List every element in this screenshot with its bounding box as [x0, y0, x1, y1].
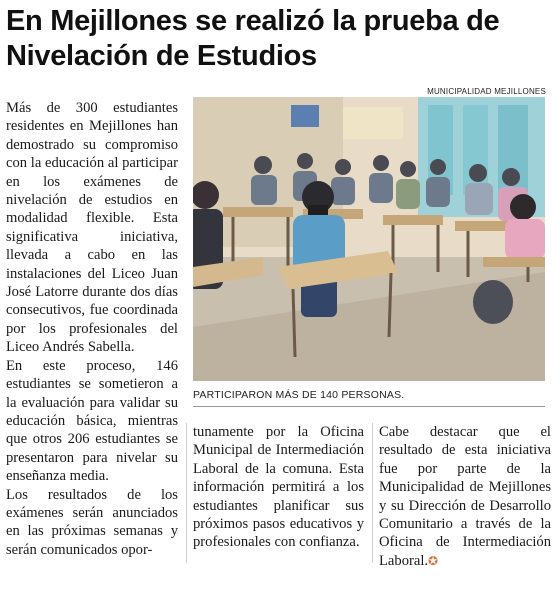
- paragraph-process: En este proceso, 146 estudiantes se sometieron a la evaluación para validar su educación básica, mientras que otros 206 estudiantes se presentaron para nivelar su enseñanza media.: [6, 357, 178, 485]
- column-divider: [186, 423, 187, 563]
- classroom-photo: [193, 97, 545, 381]
- article-column-middle: [193, 423, 364, 552]
- paragraph-closing: [379, 423, 551, 570]
- paragraph-intro: Más de 300 estudiantes residentes en Mejillones han demostrado su compromiso con la educación al participar en los exámenes de nivelación de estudios en modalidad flexible. Esta significativa iniciativa, llevada a cabo en las instalaciones del Liceo Juan José Latorre durante dos días consecutivos, fue coordinada por los profesionales del Liceo Andrés Sabella.: [6, 100, 178, 356]
- photo-caption: PARTICIPARON MÁS DE 140 PERSONAS.: [193, 389, 405, 401]
- photo-credit: MUNICIPALIDAD MEJILLONES: [427, 87, 546, 96]
- article-column-right: [379, 423, 551, 570]
- paragraph-continuation: tunamente por la Oficina Municipal de Intermediación Laboral de la comuna. Esta información permitirá a los estudiantes planificar sus próximos pasos educativos y profesionales con confianza.: [193, 424, 364, 551]
- paragraph-results: Los resultados de los exámenes serán anunciados en las próximas semanas y serán comunicados opor-: [6, 486, 178, 558]
- article-column-left: [6, 99, 178, 559]
- end-mark-icon: ✪: [428, 553, 439, 568]
- paragraph-closing-text: Cabe destacar que el resultado de esta iniciativa fue por parte de la Municipalidad de Mejillones y su Dirección de Desarrollo Comunitario a través de la Oficina de Intermediación Laboral.: [379, 424, 551, 569]
- column-divider: [372, 423, 373, 563]
- headline: En Mejillones se realizó la prueba de Nivelación de Estudios: [6, 5, 500, 72]
- caption-divider: [193, 406, 545, 407]
